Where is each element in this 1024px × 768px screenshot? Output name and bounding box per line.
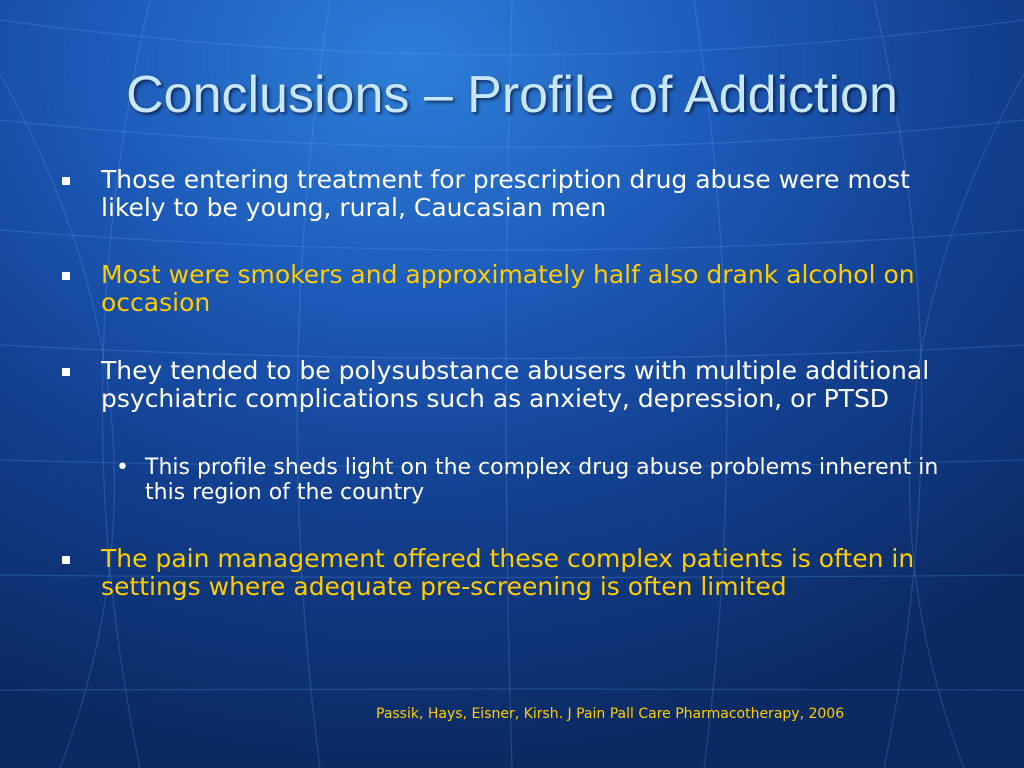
bullet-item [58,166,958,222]
bullet-text: Those entering treatment for prescription drug abuse were most likely to be young, rural, Caucasian men [101,165,910,222]
square-bullet-icon [62,272,70,280]
square-bullet-icon [62,556,70,564]
sub-bullet-item [118,455,958,505]
bullet-text: The pain management offered these complex patients is often in settings where adequate pre-screening is often limited [101,544,915,601]
citation: Passik, Hays, Eisner, Kirsh. J Pain Pall Care Pharmacotherapy, 2006 [376,706,845,722]
bullet-item [58,357,958,413]
square-bullet-icon [62,368,70,376]
slide-title: Conclusions – Profile of Addiction [126,66,898,124]
bullet-item [58,261,958,317]
bullet-text: They tended to be polysubstance abusers with multiple additional psychiatric complications such as anxiety, depression, or PTSD [101,356,930,413]
square-bullet-icon [62,177,70,185]
round-bullet-icon: • [116,455,129,480]
bullet-item [58,545,958,601]
bullet-list [58,166,958,601]
sub-bullet-text: This profile sheds light on the complex drug abuse problems inherent in this region of the country [145,455,939,505]
bullet-text: Most were smokers and approximately half also drank alcohol on occasion [101,260,915,317]
